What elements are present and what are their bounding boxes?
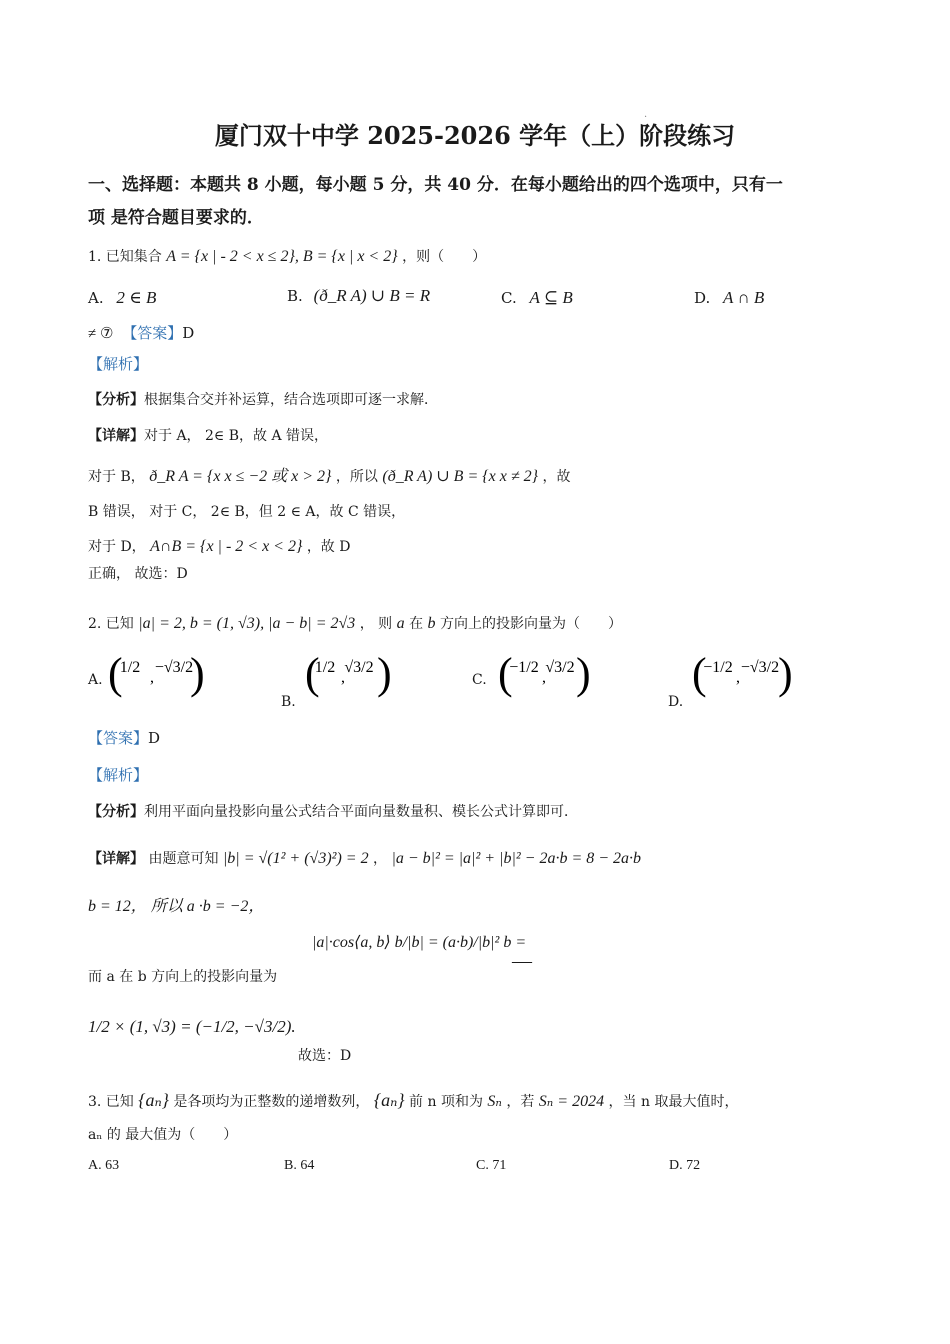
q2-option-d-label: D. [668,694,684,710]
q3-sn: Sₙ [487,1093,502,1110]
q2-line2: b = 12， 所以 a ·b = −2， [88,898,265,915]
q3-option-b: B. 64 [284,1158,315,1173]
q1-stem-suffix: ，则（ ） [402,249,487,265]
q1-detail-d-prefix: 对于 D， [88,539,146,555]
q3-sn-eq: Sₙ = 2024 [538,1093,605,1110]
q2-option-c-x: −1/2 [509,659,539,676]
q2-stem-vector-b: b [427,615,436,632]
q1-option-b [287,286,430,306]
q3-stem-when: ，当 n 取最大值时， [608,1094,739,1110]
q3-option-d: D. 72 [669,1158,701,1173]
q1-detail-d-suffix: ，故 D [306,539,351,555]
q1-detail-b-prefix: 对于 B， [88,469,145,485]
q1-answer-tag: 【答案】 [122,324,183,342]
q3-sequence-an-2: {aₙ} [373,1090,405,1110]
q1-option-c-label: C. [501,289,517,307]
q2-option-a-comma: , [150,669,154,686]
q1-detail-a-text: 对于 A， 2∈ B，故 A 错误， [144,428,329,444]
q1-option-a [88,288,156,308]
q2-answer-tag: 【答案】 [88,729,149,747]
q1-stem-prefix: 1. 已知集合 [88,249,162,265]
q1-stem [88,246,486,266]
q2-projection-text: 而 a 在 b 方向上的投影向量为 [88,969,278,985]
decorative-dot: · [644,112,648,123]
q2-analysis-tag: 【解析】 [88,766,149,784]
q1-analysis-tag: 【解析】 [88,355,149,373]
q1-detail-b-math1: ð_R A = {x x ≤ −2 或 x > 2} [149,468,332,485]
q2-stem-vector-a: a [396,615,405,632]
q2-option-a-lparen: ( [108,649,123,698]
q1-option-d-text: A ∩ B [723,288,765,307]
q2-fenxi [88,801,578,821]
q1-option-b-label: B. [287,287,303,305]
section-header-line1: 一、选择题：本题共 8 小题，每小题 5 分，共 40 分．在每小题给出的四个选项中，只有一 [88,175,783,195]
q1-detail-b [88,463,570,486]
q1-option-a-text: 2 ∈ B [116,288,157,307]
q1-fenxi-text: 根据集合交并补运算，结合选项即可逐一求解． [144,392,438,408]
q2-choose: 故选：D [298,1048,352,1064]
q2-fenxi-tag: 【分析】 [88,804,144,820]
q2-option-b-rparen: ) [377,649,392,698]
q2-xiangjie-tag: 【详解】 [88,851,144,867]
q2-option-b-x: 1/2 [314,659,336,676]
q1-fenxi [88,389,438,409]
q3-stem-desc: 是各项均为正整数的递增数列， [173,1094,370,1110]
q1-detail-a [88,425,328,445]
q1-option-b-text: (ð_R A) ∪ B = R [313,286,431,305]
q2-option-b-y: √3/2 [344,659,374,676]
q1-detail-end: 正确， 故选：D [88,566,188,582]
q2-option-b-lparen: ( [305,649,320,698]
q2-answer-value: D [148,729,161,747]
q2-dash-mark: — [512,950,532,972]
q2-stem-in: 在 [409,616,424,632]
q1-detail-b-mid: ，所以 [335,469,378,485]
q1-stem-math: A = {x | - 2 < x ≤ 2}, B = {x | x < 2} [166,248,398,265]
q1-detail-b-math2: (ð_R A) ∪ B = {x x ≠ 2} [382,468,539,485]
q2-option-a-y: −√3/2 [154,659,194,676]
q1-detail-b2: B 错误， 对于 C， 2∈ B，但 2 ∈ A，故 C 错误， [88,504,406,520]
q1-detail-b-suffix: ，故 [542,469,571,485]
q1-answer-value: D [182,324,195,342]
page-title: 厦门双十中学 2025-2026 学年（上）阶段练习 [214,121,736,150]
q2-answer-line [88,727,160,748]
q1-option-d-label: D. [694,289,711,307]
q2-xiangjie: 【详解】 由题意可知 |b| = √(1² + (√3)²) = 2 ， |a − b|² = |a|² + |b|² − 2a·b = 8 − 2a·b [88,850,642,867]
q2-option-a-formula [106,648,205,708]
q2-option-c-y: √3/2 [545,659,575,676]
q2-option-c-label: C. [472,672,487,688]
q3-stem-sum: 前 n 项和为 [409,1094,483,1110]
q1-option-d-continued: ≠ ⑦ [88,326,114,342]
q2-stem [88,613,622,633]
q3-sequence-an: {aₙ} [138,1090,169,1110]
q2-option-d-rparen: ) [778,649,793,698]
q1-option-d [694,288,764,308]
q1-detail-d [88,536,351,556]
q2-option-c-formula [496,648,592,708]
q2-result: 1/2 × (1, √3) = (−1/2, −√3/2). [88,1017,296,1036]
q3-stem-prefix: 3. 已知 [88,1094,134,1110]
q2-stem-prefix: 2. 已知 [88,616,134,632]
q1-option-c [501,288,573,308]
q2-fenxi-text: 利用平面向量投影向量公式结合平面向量数量积、模长公式计算即可． [144,804,578,820]
q2-projection-formula: |a|·cos⟨a, b⟩ b/|b| = (a·b)/|b|² b = [312,934,527,951]
q2-option-b-comma: , [341,669,345,686]
q1-xiangjie-tag: 【详解】 [88,428,144,444]
q2-option-d-formula [690,648,794,708]
q1-detail-d-math: A∩B = {x | - 2 < x < 2} [150,538,303,555]
q3-stem-line2: aₙ 的 最大值为（ ） [88,1127,238,1143]
q3-stem-if: ，若 [506,1094,535,1110]
q2-stem-suffix2: 方向上的投影向量为（ ） [439,616,622,632]
q2-option-b-formula [303,648,393,708]
q2-option-b-label: B. [281,694,296,710]
q2-option-d-x: −1/2 [703,659,733,676]
q2-option-c-comma: , [542,669,546,686]
q1-fenxi-tag: 【分析】 [88,392,144,408]
q2-option-d-lparen: ( [692,649,707,698]
q2-option-c-rparen: ) [576,649,591,698]
q2-option-a-x: 1/2 [119,659,141,676]
q2-option-d-y: −√3/2 [740,659,780,676]
q1-option-c-text: A ⊆ B [529,288,573,307]
q3-stem-line1 [88,1090,738,1111]
q1-option-a-label: A. [88,289,104,307]
q2-option-a-label: A. [88,672,103,688]
q2-option-c-lparen: ( [498,649,513,698]
q2-option-a-rparen: ) [190,649,205,698]
q2-stem-math: |a| = 2, b = (1, √3), |a − b| = 2√3 [138,615,356,632]
q2-stem-suffix1: ， 则 [359,616,393,632]
q2-xiangjie-prefix: 由题意可知 [148,851,219,867]
q2-option-d-comma: , [736,669,740,686]
q3-option-c: C. 71 [476,1158,507,1173]
q3-option-a: A. 63 [88,1158,120,1173]
section-header-line2: 项 是符合题目要求的． [88,208,264,228]
q2-xiangjie-math1: |b| = √(1² + (√3)²) = 2 [222,850,369,867]
q1-answer-line [88,322,194,343]
q2-xiangjie-math2: |a − b|² = |a|² + |b|² − 2a·b = 8 − 2a·b [391,850,642,867]
